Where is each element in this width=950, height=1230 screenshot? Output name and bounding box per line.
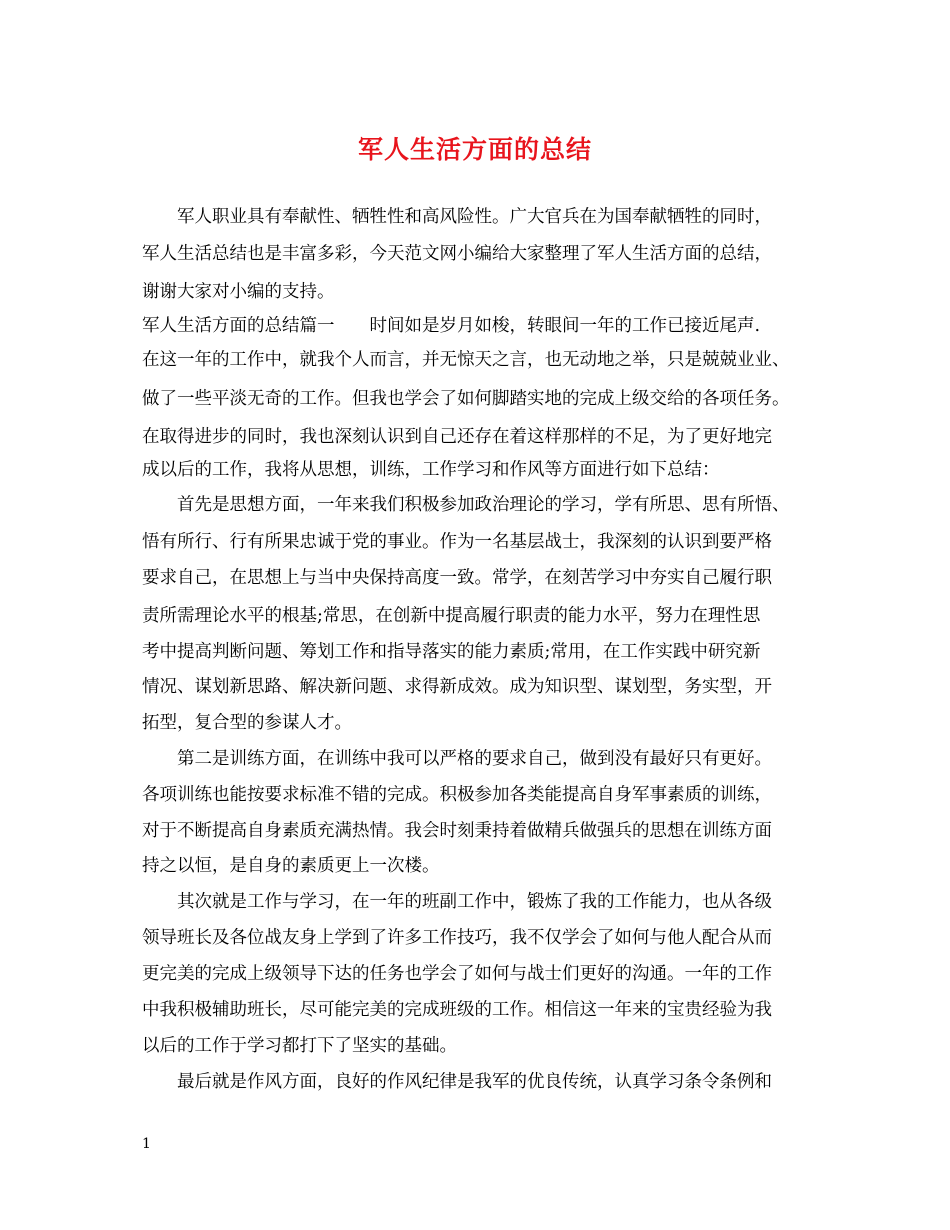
text-line: 第二是训练方面，在训练中我可以严格的要求自己，做到没有最好只有更好。: [142, 749, 772, 769]
text-line: 其次就是工作与学习，在一年的班副工作中，锻炼了我的工作能力，也从各级: [142, 892, 772, 912]
text-line: 军人生活总结也是丰富多彩，今天范文网小编给大家整理了军人生活方面的总结，: [142, 244, 772, 264]
text-line: 首先是思想方面，一年来我们积极参加政治理论的学习，学有所思、思有所悟、: [142, 495, 790, 515]
text-line: 中我积极辅助班长，尽可能完美的完成班级的工作。相信这一年来的宝贵经验为我: [142, 1000, 772, 1020]
page-title: 军人生活方面的总结: [357, 135, 592, 164]
text-line: 要求自己，在思想上与当中央保持高度一致。常学，在刻苦学习中夯实自己履行职: [142, 568, 772, 588]
text-line: 情况、谋划新思路、解决新问题、求得新成效。成为知识型、谋划型，务实型，开: [142, 677, 772, 697]
text-line: 各项训练也能按要求标准不错的完成。积极参加各类能提高自身军事素质的训练，: [142, 785, 772, 805]
text-line: 领导班长及各位战友身上学到了许多工作技巧，我不仅学会了如何与他人配合从而: [142, 928, 772, 948]
text-line: 在取得进步的同时，我也深刻认识到自己还存在着这样那样的不足，为了更好地完: [142, 427, 772, 447]
text-line: 责所需理论水平的根基;常思，在创新中提高履行职责的能力水平，努力在理性思: [142, 606, 761, 626]
text-line: 军人生活方面的总结篇一 时间如是岁月如梭，转眼间一年的工作已接近尾声.: [142, 316, 761, 336]
page-number: 1: [142, 1136, 151, 1152]
text-line: 考中提高判断问题、筹划工作和指导落实的能力素质;常用，在工作实践中研究新: [142, 642, 761, 662]
text-line: 在这一年的工作中，就我个人而言，并无惊天之言，也无动地之举，只是兢兢业业、: [142, 350, 790, 370]
text-line: 悟有所行、行有所果忠诚于党的事业。作为一名基层战士，我深刻的认识到要严格: [142, 532, 772, 552]
text-line: 做了一些平淡无奇的工作。但我也学会了如何脚踏实地的完成上级交给的各项任务。: [142, 389, 790, 409]
text-line: 拓型，复合型的参谋人才。: [142, 713, 352, 733]
text-line: 最后就是作风方面，良好的作风纪律是我军的优良传统，认真学习条令条例和: [142, 1072, 772, 1092]
text-line: 成以后的工作，我将从思想，训练，工作学习和作风等方面进行如下总结：: [142, 460, 720, 480]
text-line: 对于不断提高自身素质充满热情。我会时刻秉持着做精兵做强兵的思想在训练方面: [142, 821, 772, 841]
text-line: 军人职业具有奉献性、牺牲性和高风险性。广大官兵在为国奉献牺牲的同时，: [142, 207, 772, 227]
text-line: 持之以恒，是自身的素质更上一次楼。: [142, 856, 440, 876]
text-line: 更完美的完成上级领导下达的任务也学会了如何与战士们更好的沟通。一年的工作: [142, 964, 772, 984]
text-line: 以后的工作于学习都打下了坚实的基础。: [142, 1036, 457, 1056]
text-line: 谢谢大家对小编的支持。: [142, 282, 335, 302]
